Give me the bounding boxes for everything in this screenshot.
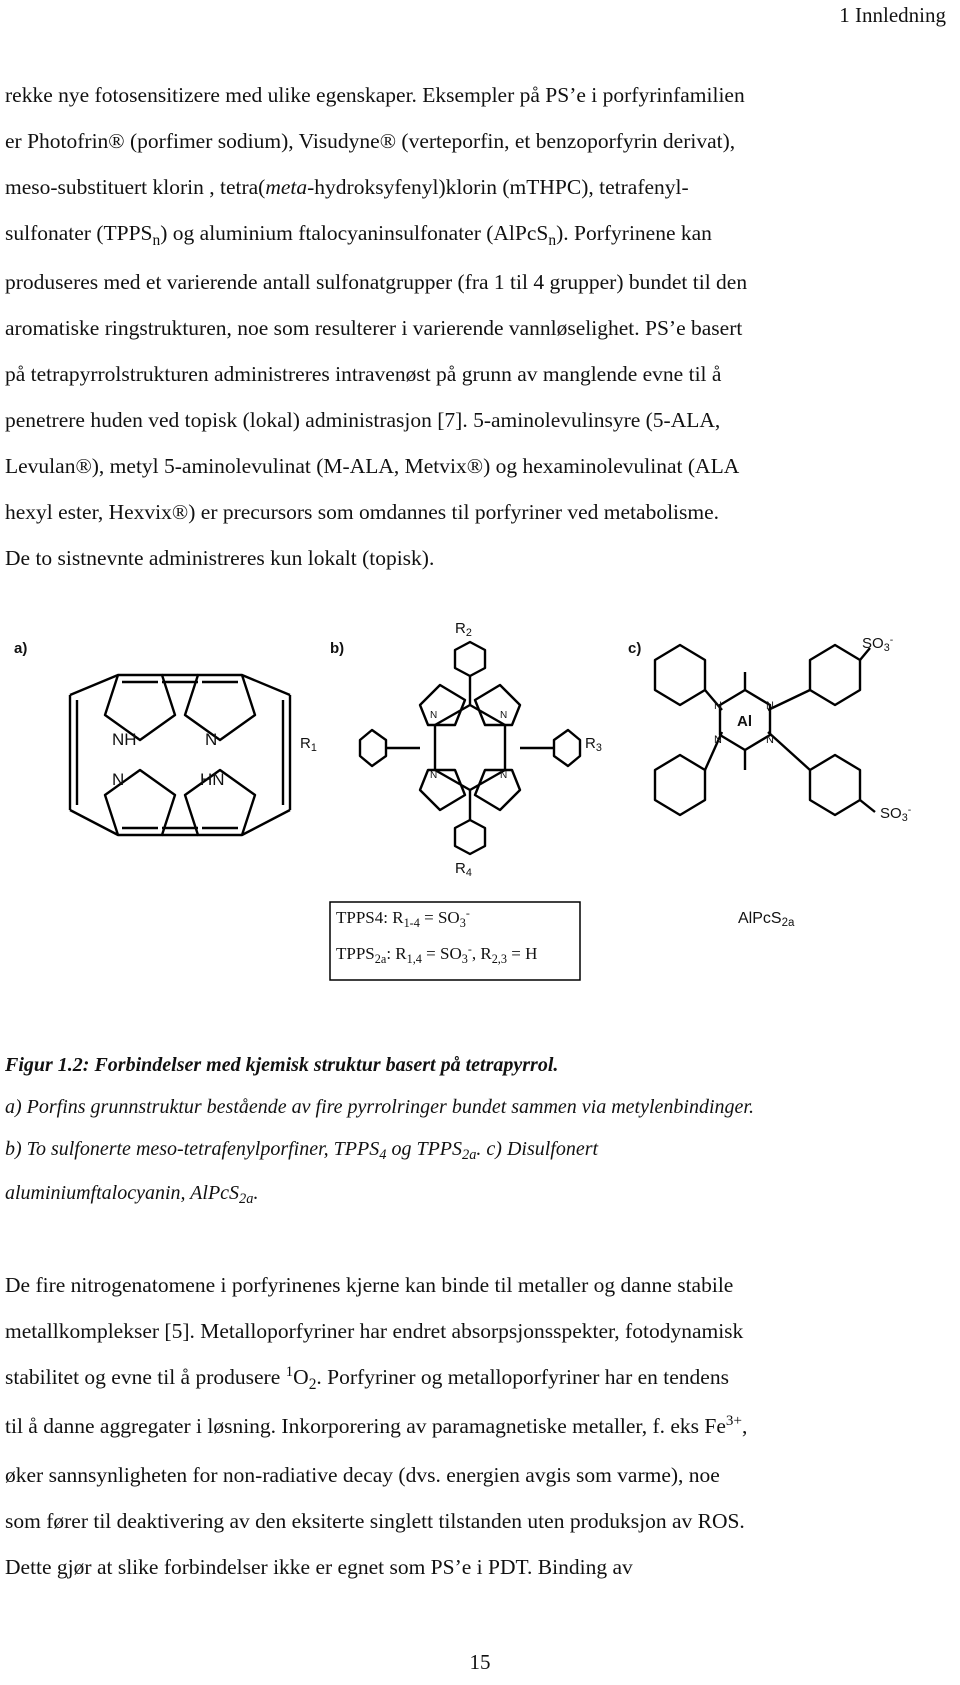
text-line: penetrere huden ved topisk (lokal) administrasjon [7]. 5-aminolevulinsyre (5-ALA, <box>5 408 721 432</box>
text-line: rekke nye fotosensitizere med ulike egenskaper. Eksempler på PS’e i porfyrinfamilien <box>5 83 745 107</box>
text-line: til å danne aggregater i løsning. Inkorporering av paramagnetiske metaller, f. eks $Fe^{3+}$, <box>5 1413 748 1438</box>
text-line: sulfonater $(TPPS_n)$ og aluminium ftalocyaninsulfonater (AlPcS$_n$). Porfyrinene kan <box>5 221 712 249</box>
text-line: hexyl ester, Hexvix®) er precursors som omdannes til porfyriner ved metabolisme. <box>5 500 720 524</box>
atom-label: N <box>430 710 438 721</box>
text-line: metallkomplekser [5]. Metalloporfyriner har endret absorpsjonsspekter, fotodynamisk <box>5 1319 744 1343</box>
atom-label: N <box>766 700 774 712</box>
paragraph-intro <box>5 72 955 581</box>
atom-label: N <box>766 734 774 746</box>
text-line: på tetrapyrrolstrukturen administreres intravenøst på grunn av manglende evne til å <box>5 362 722 386</box>
atom-label: N <box>430 770 438 781</box>
sulfonate-group-bottom: $SO_3^-$ <box>880 803 912 825</box>
running-header: 1 Innledning <box>839 3 946 27</box>
text-line: stabilitet og evne til å produsere $^1O_2$. Porfyriner og metalloporfyriner har en tendens <box>5 1364 729 1393</box>
figure-tetrapyrrole-structures <box>0 620 960 1010</box>
tpps-structure <box>360 642 580 854</box>
substituent-r2: $R_2$ <box>455 620 472 640</box>
tpps2a-definition: $TPPS_{2a}$: $R_{1,4} = SO_3^-$, $R_{2,3} = H$ <box>336 942 538 966</box>
compound-name: AlPcS$_{2a}$ <box>738 910 795 930</box>
page-number: 15 <box>469 1650 491 1674</box>
atom-label: NH <box>112 730 137 749</box>
text-line: aromatiske ringstrukturen, noe som resulterer i varierende vannløselighet. PS’e basert <box>5 316 743 340</box>
text-line: øker sannsynligheten for non-radiative decay (dvs. energien avgis som varme), noe <box>5 1463 720 1487</box>
atom-label: N <box>500 710 508 721</box>
tpps4-definition: TPPS4: $R_{1-4} = SO_3^-$ <box>336 906 470 930</box>
alpcs-structure <box>655 645 875 815</box>
atom-label: N <box>500 770 508 781</box>
atom-label: HN <box>200 770 225 789</box>
metal-center: Al <box>737 713 752 730</box>
caption-line: aluminiumftalocyanin, AlPcS$_{2a}$. <box>5 1182 259 1208</box>
substituent-r4: $R_4$ <box>455 860 472 880</box>
sulfonate-group-top: $SO_3^-$ <box>862 633 894 655</box>
panel-label-a: a) <box>14 640 28 657</box>
figure-caption <box>5 1044 955 1216</box>
porphine-structure <box>70 675 290 835</box>
caption-line: b) To sulfonerte meso-tetrafenylporfiner, $TPPS_4$ og $TPPS_{2a}$. c) Disulfonert <box>5 1138 599 1164</box>
text-line: som fører til deaktivering av den eksiterte singlett tilstanden uten produksjon av ROS. <box>5 1509 745 1533</box>
substituent-r1: $R_1$ <box>300 735 317 755</box>
paragraph-metals <box>5 1262 955 1590</box>
panel-label-c: c) <box>628 640 642 657</box>
substituent-r3: $R_3$ <box>585 735 602 755</box>
text-line: De to sistnevnte administreres kun lokalt (topisk). <box>5 546 435 570</box>
atom-label: N <box>205 730 218 749</box>
atom-label: N <box>714 700 722 712</box>
text-line: Dette gjør at slike forbindelser ikke er egnet som PS’e i PDT. Binding av <box>5 1555 633 1579</box>
text-line: er Photofrin® (porfimer sodium), Visudyne® (verteporfin, et benzoporfyrin derivat), <box>5 129 736 153</box>
text-line: produseres med et varierende antall sulfonatgrupper (fra 1 til 4 grupper) bundet til den <box>5 270 748 294</box>
text-line: meso-substituert klorin , tetra(meta-hydroksyfenyl)klorin (mTHPC), tetrafenyl- <box>5 175 689 199</box>
text-line: Levulan®), metyl 5-aminolevulinat (M-ALA, Metvix®) og hexaminolevulinat (ALA <box>5 454 740 478</box>
caption-title: Figur 1.2: Forbindelser med kjemisk struktur basert på tetrapyrrol. <box>5 1054 559 1076</box>
text-line: De fire nitrogenatomene i porfyrinenes kjerne kan binde til metaller og danne stabile <box>5 1273 734 1297</box>
atom-label: N <box>112 770 125 789</box>
atom-label: N <box>714 734 722 746</box>
panel-label-b: b) <box>330 640 345 657</box>
caption-line: a) Porfins grunnstruktur bestående av fire pyrrolringer bundet sammen via metylenbindinger. <box>5 1096 754 1118</box>
